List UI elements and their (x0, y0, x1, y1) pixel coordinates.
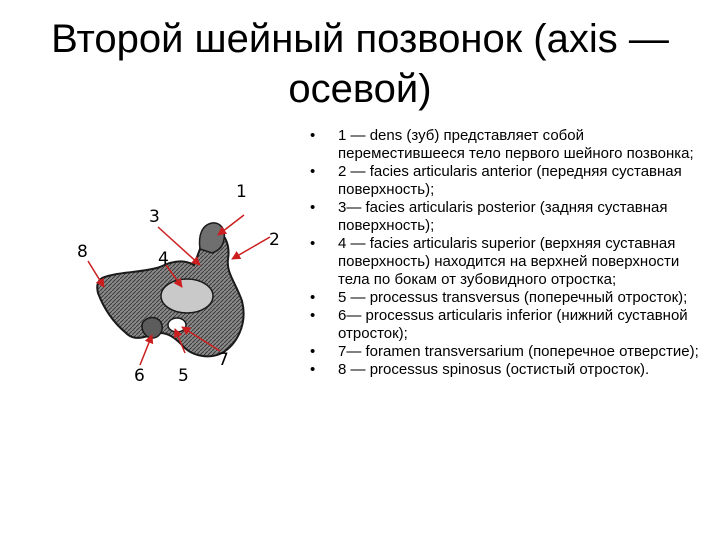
legend-item-text: facies articularis superior (верхняя суставная поверхность) находится на верхней поверхности тела по бокам от зубовидного отростка; (338, 235, 680, 288)
dens-shape (200, 223, 225, 253)
callout-5: 5 (178, 366, 189, 386)
legend-item: • 5 — processus transversus (поперечный отросток); (310, 289, 688, 306)
callout-1: 1 (236, 182, 247, 202)
superior-articular-surface-shape (161, 279, 213, 313)
callout-2: 2 (269, 230, 280, 250)
slide-title-line-1: Второй шейный позвонок (axis — (51, 17, 669, 61)
bullet-icon: • (310, 163, 316, 180)
slide-title-line-2: осевой) (288, 67, 432, 111)
legend-item-text: foramen transversarium (поперечное отверстие); (365, 343, 699, 360)
bullet-icon: • (310, 199, 316, 216)
callout-8: 8 (77, 242, 88, 262)
legend-item: • 8 — processus spinosus (остистый отросток). (310, 361, 650, 378)
bullet-icon: • (310, 343, 316, 360)
arrow-1 (218, 215, 244, 235)
inferior-articular-process-shape (142, 318, 162, 339)
arrow-6 (140, 335, 152, 365)
bullet-icon: • (310, 289, 316, 306)
legend-item: • 6— processus articularis inferior (нижний суставной отросток); (310, 307, 688, 342)
legend-item-text: processus transversus (поперечный отросток); (369, 289, 688, 306)
legend-item-number: 3 (338, 199, 347, 216)
bullet-icon: • (310, 307, 316, 324)
callout-3: 3 (149, 207, 160, 227)
slide-title (40, 14, 680, 114)
bullet-icon: • (310, 127, 316, 144)
legend-list (310, 127, 710, 379)
axis-vertebra-figure (60, 175, 305, 400)
callout-7: 7 (218, 350, 229, 370)
legend-item-number: 5 (338, 289, 347, 306)
legend-item-number: 4 (338, 235, 347, 252)
legend-item: • 4 — facies articularis superior (верхняя суставная поверхность) находится на верхней поверхности тела по бокам от зубовидного отростка; (310, 235, 680, 288)
legend-item-number: 2 (338, 163, 347, 180)
legend-item-number: 7 (338, 343, 347, 360)
arrow-8 (88, 261, 104, 287)
bullet-icon: • (310, 361, 316, 378)
callout-6: 6 (134, 366, 145, 386)
bullet-icon: • (310, 235, 316, 252)
legend-item-number: 1 (338, 127, 347, 144)
legend-item-text: processus articularis inferior (нижний суставной отросток); (338, 307, 688, 342)
callout-4: 4 (158, 249, 169, 269)
legend-item: • 7— foramen transversarium (поперечное отверстие); (310, 343, 699, 360)
legend-item-text: processus spinosus (остистый отросток). (369, 361, 650, 378)
legend-item: • 2 — facies articularis anterior (передняя суставная поверхность); (310, 163, 682, 198)
legend-item-text: dens (зуб) представляет собой переместившееся тело первого шейного позвонка; (338, 127, 694, 162)
legend-item-number: 8 (338, 361, 347, 378)
legend-item: • 1 — dens (зуб) представляет собой переместившееся тело первого шейного позвонка; (310, 127, 694, 162)
legend-item: • 3— facies articularis posterior (задняя суставная поверхность); (310, 199, 668, 234)
legend-item-text: facies articularis anterior (передняя суставная поверхность); (338, 163, 682, 198)
legend-item-number: 6 (338, 307, 347, 324)
transverse-foramen-shape (168, 318, 186, 332)
arrow-2 (232, 237, 270, 259)
legend-item-text: facies articularis posterior (задняя суставная поверхность); (338, 199, 668, 234)
